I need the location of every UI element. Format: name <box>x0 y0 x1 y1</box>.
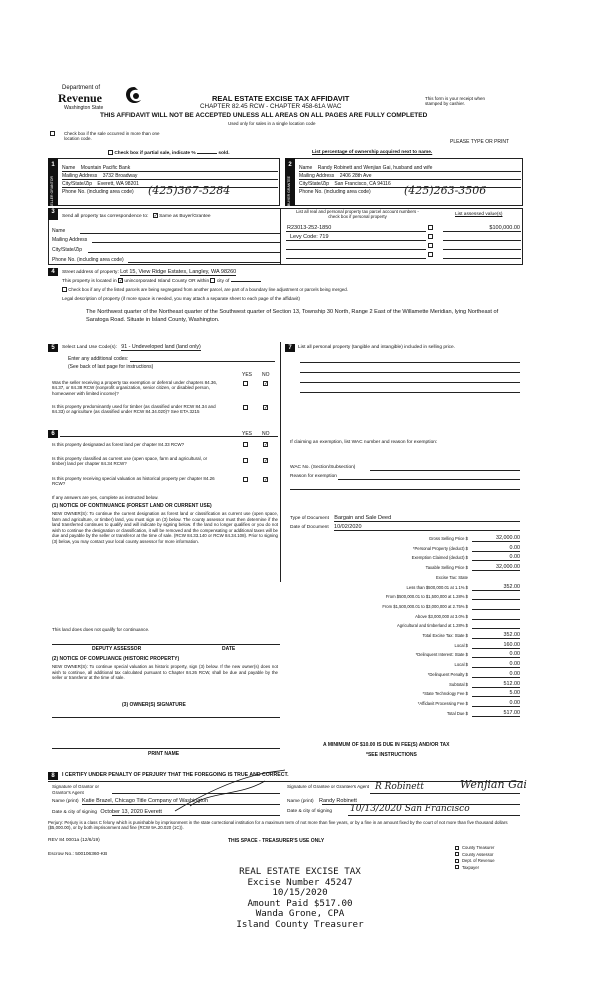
tax-row-label: Local $ <box>454 642 468 648</box>
grantee-sig-label: Signature of Grantee or Grantee's Agent <box>287 784 370 789</box>
within-city-checkbox[interactable] <box>210 278 215 283</box>
partial-sale-check[interactable]: Check box if partial sale, indicate % sold. <box>108 150 230 157</box>
q-timber-yes[interactable] <box>243 405 248 410</box>
tax-row-label: Gross Selling Price $ <box>428 536 468 541</box>
personal-property-label: List all personal property (tangible and intangible) included in selling price. <box>298 345 456 350</box>
q-forest-no[interactable]: ✓ <box>264 442 269 448</box>
print-name-label: PRINT NAME <box>148 751 180 757</box>
tax-row-underline <box>472 687 520 688</box>
tax-row-value[interactable]: 0.00 <box>509 670 520 677</box>
tax-row-value[interactable]: 0.00 <box>509 651 520 658</box>
buyer-phone-row: Phone No. (including area code) <box>299 189 371 195</box>
seller-address[interactable]: 3732 Broadway <box>102 173 138 179</box>
q-forest-yes[interactable] <box>243 442 248 447</box>
parcel3-checkbox[interactable] <box>428 243 433 248</box>
section-4-number: 4 <box>48 268 58 276</box>
section-7-number: 7 <box>285 344 295 352</box>
buyer-address-row: Mailing Address 2406 28th Ave <box>299 173 372 179</box>
tax-row-label: Taxable Selling Price $ <box>425 565 468 571</box>
see-back-note: (See back of last page for instructions) <box>68 364 154 370</box>
tax-row-underline <box>472 590 520 591</box>
copy-label: Taxpayer <box>462 864 479 870</box>
buyer-phone[interactable]: (425)263-3506 <box>404 184 487 197</box>
q-exemption-no[interactable]: ✓ <box>264 381 269 387</box>
tax-row-value[interactable]: 5.00 <box>509 690 520 697</box>
parcel-list-header: List all real and personal property tax parcel account numbers - check box if personal property <box>296 209 419 220</box>
corr-city-label: City/State/Zip <box>52 247 83 253</box>
deputy-assessor-label: DEPUTY ASSESSOR <box>92 646 142 652</box>
tax-row-label: *Personal Property (deduct) $ <box>412 545 468 551</box>
buyer-name-row: Name Randy Robinett and Wenjian Gai, husband and wife <box>299 165 433 171</box>
copy-label: Dept. of Revenue <box>462 858 495 863</box>
single-location-note: Used only for sales in a single location code <box>228 121 316 126</box>
multi-location-checkbox[interactable] <box>50 131 55 136</box>
land-use-row: Select Land Use Code(s): 91 - Undeveloped land (land only) <box>62 344 201 350</box>
multi-location-label: Check box if the sale occurred in more than one location code. <box>64 131 160 142</box>
tax-row-label: From $500,000.01 to $1,500,000 at 1.28% $ <box>385 594 468 600</box>
buyer-city-row: City/State/Zip San Francisco, CA 94116 <box>299 181 391 187</box>
escrow-number: Escrow No.: 500106360-KB <box>48 852 108 857</box>
boundary-checkbox[interactable] <box>62 287 67 292</box>
copy-item[interactable] <box>455 852 493 857</box>
seller-name[interactable]: Mountain Pacific Bank <box>80 165 131 171</box>
section-2-number: 2 <box>285 158 295 206</box>
section-6-number: 6 <box>48 430 58 438</box>
tax-row-underline <box>472 696 520 697</box>
copy-item[interactable] <box>455 845 494 850</box>
q-timber-no[interactable]: ✓ <box>264 405 269 411</box>
grantee-signature[interactable]: R Robinett <box>375 782 424 792</box>
tax-row-label: *Delinquent Penalty $ <box>427 671 468 677</box>
tax-row-value[interactable]: 160.00 <box>503 641 520 648</box>
continuance-title: (1) NOTICE OF CONTINUANCE (FOREST LAND OR CURRENT USE) <box>52 503 212 509</box>
tax-row-value[interactable]: 0.00 <box>509 544 520 551</box>
qualify-row: This land does does not qualify for continuance. <box>52 627 150 632</box>
land-use-code[interactable]: 91 - Undeveloped land (land only) <box>121 344 201 350</box>
grantee-name[interactable]: Randy Robinett <box>319 798 357 804</box>
tax-row-underline <box>472 667 520 668</box>
tax-row-label: Total Due $ <box>446 710 468 716</box>
tax-row-value[interactable]: 0.00 <box>509 661 520 668</box>
form-subtitle: CHAPTER 82.45 RCW - CHAPTER 458-61A WAC <box>200 103 342 110</box>
tax-row-underline <box>472 541 520 542</box>
tax-row-underline <box>472 648 520 649</box>
seller-phone[interactable]: (425)367-5284 <box>148 184 231 197</box>
stamp-line-1: REAL ESTATE EXCISE TAX <box>239 866 361 877</box>
yes-header-2: YES <box>242 431 253 437</box>
unincorporated-checkbox[interactable]: ✓ <box>119 278 124 284</box>
q-timber: Is this property predominantly used for timber (as classified under RCW 84.34 and 84.33) or agriculture (as classified under RCW 84.34.020)? See ETA 3215 <box>52 404 216 415</box>
form-title: REAL ESTATE EXCISE TAX AFFIDAVIT <box>212 94 350 103</box>
buyer-vertical-label: BUYER GRANTEE <box>287 176 291 206</box>
street-address[interactable]: Lot 15, View Ridge Estates, Langley, WA 98260 <box>120 269 237 275</box>
tax-row-underline <box>472 657 520 658</box>
dor-logo <box>58 83 158 113</box>
buyer-name[interactable]: Randy Robinett and Wenjian Gai, husband and wife <box>317 165 433 171</box>
legal-label: Legal description of property (if more space is needed, you may attach a separate sheet to each page of the affidavit) <box>62 296 300 301</box>
grantor-name[interactable]: Katie Brazel, Chicago Title Company of Washington <box>82 798 209 804</box>
q-current-use: Is this property classified as current use (open space, farm and agricultural, or timber) land per chapter 84.34 RCW? <box>52 456 208 467</box>
no-header-1: NO <box>262 372 270 378</box>
tax-row-value[interactable]: 32,000.00 <box>496 535 520 541</box>
grantor-signature-scribble[interactable] <box>170 766 290 816</box>
tax-row-label: From $1,500,000.01 to $3,000,000 at 2.75% $ <box>382 603 468 609</box>
q-historic: Is this property receiving special valuation as historical property per chapter 84.26 RCW? <box>52 476 215 487</box>
copy-label: County Treasurer <box>462 845 495 850</box>
grantee-signature-2[interactable]: Wenjian Gai <box>460 778 527 791</box>
corr-phone-label: Phone No. (including area code) <box>52 257 124 263</box>
tax-row-underline <box>472 570 520 571</box>
assessor-date-label: DATE <box>222 646 236 652</box>
section-8-number: 8 <box>48 772 58 780</box>
exemption-label: If claiming an exemption, list WAC number and reason for exemption: <box>290 440 438 445</box>
tax-row-label: *State Technology Fee $ <box>422 691 468 697</box>
corr-name-label: Name <box>52 228 66 234</box>
wac-label: WAC No. (Section/Subsection) <box>290 465 356 470</box>
tax-row-value[interactable]: 352.00 <box>503 632 520 638</box>
buyer-address[interactable]: 2406 28th Ave <box>339 173 372 179</box>
ownership-note: List percentage of ownership acquired next to name. <box>312 150 433 155</box>
dept-line1: Department of <box>62 85 101 91</box>
copy-label: County Assessor <box>462 851 494 857</box>
tax-row-value[interactable]: 32,000.00 <box>496 564 520 571</box>
grantor-sig-label: Signature of Grantor or Grantor's Agent <box>52 784 99 795</box>
doc-date[interactable]: 10/02/2020 <box>334 524 362 530</box>
assessed-header: List assessed value(s) <box>455 212 503 217</box>
continuance-text: NEW OWNER(S): To continue the current designation as forest land or classification as current use (open space, farm and agriculture, or timber) land, you must sign on (3) below. The county assessor must then determine if the land transferred continues to qualify and will indicate by signing below. If the land no longer qualifies or you do not wish to continue the designation or classification, it will be removed and the compensating or additional taxes will be due and payable by the seller or transferor at the time of sale. (RCW 84.33.140 or RCW 84.34.108). Prior to signing (3) below, you may contact your local county assessor for more information. <box>52 511 278 544</box>
seller-address-row: Mailing Address 3732 Broadway <box>62 173 138 179</box>
tax-row-underline <box>472 677 520 678</box>
doc-type[interactable]: Bargain and Sale Deed <box>334 515 392 521</box>
parcel-number[interactable]: R23013-252-1850 <box>287 225 332 231</box>
seller-city-row: City/State/Zip Everett, WA 98201 <box>62 181 139 187</box>
seller-city[interactable]: Everett, WA 98201 <box>97 181 139 187</box>
parcel2-checkbox[interactable] <box>428 234 433 239</box>
grantor-name-row: Name (print) Katie Brazel, Chicago Title Company of Washington <box>52 798 209 804</box>
historic-title: (2) NOTICE OF COMPLIANCE (HISTORIC PROPERTY) <box>52 656 180 662</box>
tax-row-underline <box>472 551 520 552</box>
tax-row-label: Exemption Claimed (deduct) $ <box>411 555 468 561</box>
tax-row-value[interactable]: 517.00 <box>503 709 520 716</box>
tax-row-label: Subtotal $ <box>449 681 468 687</box>
q-forest: Is this property designated as forest land per chapter 84.33 RCW? <box>52 442 185 447</box>
q-exemption: Was the seller receiving a property tax exemption or deferral under chapters 84.36, 84.37, or 84.38 RCW (nonprofit organization, senior citizen, or disabled person, homeowner with limited income)? <box>52 380 218 396</box>
send-correspondence-row: Send all property tax correspondence to: ✓ Same as Buyer/Grantee <box>62 213 211 219</box>
tax-row-label: Excise Tax: State <box>435 574 468 580</box>
dor-swirl-icon <box>122 85 146 107</box>
q-current-use-yes[interactable] <box>243 458 248 463</box>
doc-date-row: Date of Document 10/02/2020 <box>290 524 362 530</box>
copy-checkbox[interactable] <box>455 852 459 856</box>
tax-row-label: *Affidavit Processing Fee $ <box>417 700 468 706</box>
tax-row-underline <box>472 706 520 707</box>
parcel-personal-checkbox[interactable] <box>428 225 433 230</box>
q-historic-no[interactable]: ✓ <box>264 477 269 483</box>
seller-phone-row: Phone No. (including area code) <box>62 189 134 195</box>
assessed-value[interactable]: $100,000.00 <box>489 225 520 231</box>
legal-description[interactable]: The Northwest quarter of the Northeast quarter of the Southwest quarter of Section 13, Township 30 North, Range 2 East of the Willamette Meridian, lying Northeast of Saratoga Road. Situate in Island County, Washington. <box>86 309 499 323</box>
minimum-due-note: A MINIMUM OF $10.00 IS DUE IN FEE(S) AND/OR TAX <box>323 742 450 748</box>
yes-header-1: YES <box>242 372 253 378</box>
tax-row-underline <box>472 560 520 561</box>
doc-type-row: Type of Document Bargain and Sale Deed <box>290 515 392 521</box>
additional-codes-label: Enter any additional codes: <box>68 356 129 362</box>
tax-row-underline <box>472 716 520 717</box>
tax-row-label: Local $ <box>454 662 468 668</box>
partial-sale-checkbox[interactable] <box>108 150 113 155</box>
buyer-city[interactable]: San Francisco, CA 94116 <box>334 181 391 187</box>
certify-statement: I CERTIFY UNDER PENALTY OF PERJURY THAT THE FOREGOING IS TRUE AND CORRECT. <box>62 772 289 778</box>
same-as-buyer-checkbox[interactable]: ✓ <box>153 213 158 219</box>
tax-row-underline <box>472 638 520 639</box>
stamp-amount-paid: Amount Paid $517.00 <box>247 897 353 909</box>
no-header-2: NO <box>262 431 270 437</box>
reason-label: Reason for exemption <box>290 474 337 479</box>
tax-row-underline <box>472 599 520 600</box>
stamp-treasurer-title: Island County Treasurer <box>236 918 364 930</box>
copy-item[interactable] <box>455 858 495 863</box>
seller-vertical-label: SELLER GRANTOR <box>50 176 54 208</box>
multi-location-check[interactable] <box>50 131 170 142</box>
tax-row-underline <box>472 609 520 610</box>
tax-row-value[interactable]: 0.00 <box>509 699 520 706</box>
q-exemption-yes[interactable] <box>243 381 248 386</box>
located-row: This property is located in ✓ unincorporated Island County OR within city of <box>62 278 261 285</box>
tax-row-underline <box>472 628 520 629</box>
historic-text: NEW OWNER(S): To continue special valuation as historic property, sign (3) below. If the new owner(s) does not wish to continue, all additional tax calculated pursuant to Chapter 84.26 RCW, shall be due and payable by the seller or transferor at the time of sale. <box>52 664 278 681</box>
tax-row-label: Total Excise Tax: State $ <box>422 633 468 638</box>
receipt-note: This form is your receipt when stamped by cashier. <box>425 96 486 107</box>
section-3-number: 3 <box>48 208 58 220</box>
section-1-number: 1 <box>48 158 58 206</box>
tax-row-label: Agricultural and timberland at 1.28% $ <box>397 623 468 629</box>
perjury-statement: Perjury: Perjury is a class C felony which is punishable by imprisonment in the state correctional institution for a maximum term of not more than five years, or by a fine in an amount fixed by the court of not more than five thousand dollars ($5,000.00), or by both imprisonment and fine (RCW 9A.20.020 (1C)). <box>48 820 508 831</box>
tax-row-value[interactable]: 352.00 <box>503 583 520 590</box>
q-historic-yes[interactable] <box>243 477 248 482</box>
grantee-date-row: Date & city of signing <box>287 809 333 814</box>
street-address-row: Street address of property: Lot 15, View Ridge Estates, Langley, WA 98260 <box>62 269 237 275</box>
grantor-date[interactable]: October 13, 2020 Everett <box>100 809 162 815</box>
form-warning: THIS AFFIDAVIT WILL NOT BE ACCEPTED UNLESS ALL AREAS ON ALL PAGES ARE FULLY COMPLETED <box>100 112 428 119</box>
seller-name-row: Name Mountain Pacific Bank <box>62 165 131 171</box>
rev-number: REV 84 0001a (12/6/19) <box>48 838 100 843</box>
copy-checkbox[interactable] <box>455 846 459 850</box>
tax-row-value[interactable]: 0.00 <box>509 554 520 561</box>
grantee-date[interactable]: 10/13/2020 San Francisco <box>350 804 470 814</box>
dept-line3: Washington State <box>64 105 104 111</box>
grantor-date-row: Date & city of signing October 13, 2020 Everett <box>52 809 162 815</box>
tax-row-value[interactable]: 512.00 <box>503 680 520 687</box>
tax-row-label: Above $3,000,000 at 3.0% $ <box>415 613 468 619</box>
if-yes-note: If any answers are yes, complete as instructed below. <box>52 495 159 500</box>
owner-signature-label: (3) OWNER(S) SIGNATURE <box>122 702 186 708</box>
tax-row-label: *Delinquent Interest: State $ <box>415 652 468 658</box>
dept-line2: Revenue <box>58 91 102 105</box>
stamp-excise-number: Excise Number 45247 <box>247 876 353 888</box>
treasurer-stamp <box>0 864 600 930</box>
stamp-treasurer-name: Wanda Grone, CPA <box>255 908 345 919</box>
tax-row-underline <box>472 619 520 620</box>
tax-row-label: Less than $500,000.01 at 1.1% $ <box>406 584 468 590</box>
q-current-use-no[interactable]: ✓ <box>264 458 269 464</box>
boundary-row: Check box if any of the listed parcels are being segregated from another parcel, are part of a boundary line adjustment or parcels being merged. <box>62 287 348 292</box>
see-instructions-note: *SEE INSTRUCTIONS <box>366 752 417 758</box>
levy-code[interactable]: Levy Code: 719 <box>290 234 329 240</box>
type-or-print-note: PLEASE TYPE OR PRINT <box>450 139 510 145</box>
parcel4-checkbox[interactable] <box>428 252 433 257</box>
copy-checkbox[interactable] <box>455 859 459 863</box>
section-5-number: 5 <box>48 344 58 352</box>
grantee-name-row: Name (print) Randy Robinett <box>287 798 357 804</box>
corr-addr-label: Mailing Address <box>52 237 88 243</box>
stamp-date: 10/15/2020 <box>272 887 328 898</box>
treasurer-use-only: THIS SPACE - TREASURER'S USE ONLY <box>228 838 325 844</box>
